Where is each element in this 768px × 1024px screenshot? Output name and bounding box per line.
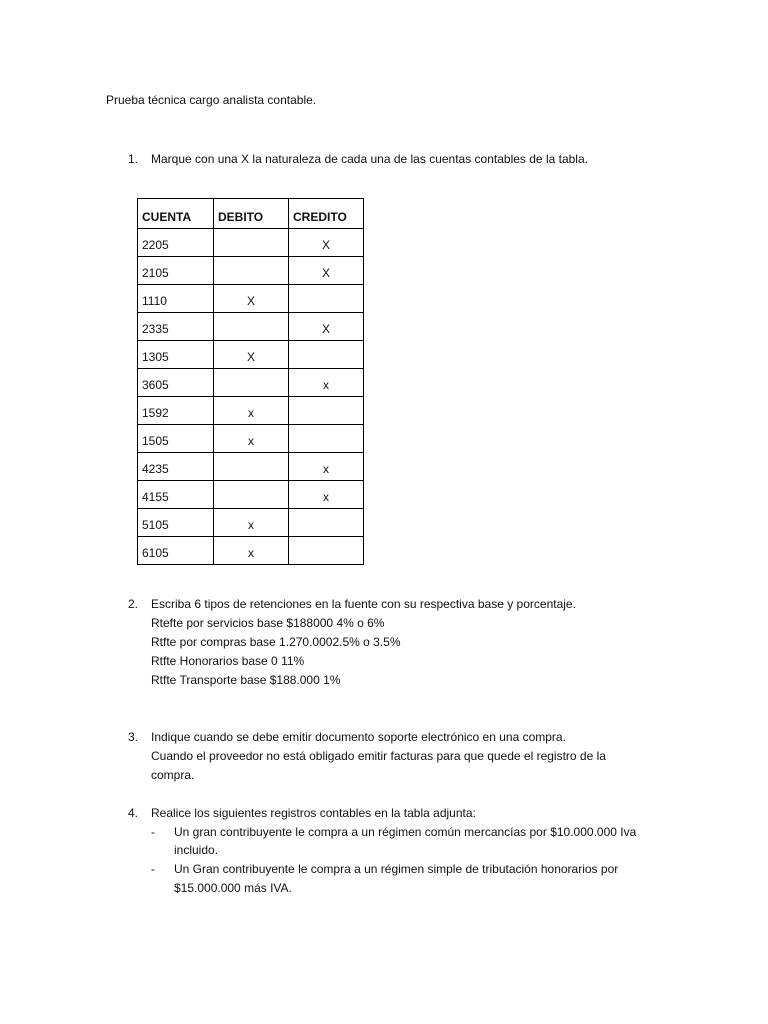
question-1-text: Marque con una X la naturaleza de cada una de las cuentas contables de la tabla. <box>151 152 588 166</box>
question-1-number: 1. <box>128 152 139 166</box>
debito-cell: x <box>214 425 289 453</box>
table-row <box>138 257 364 285</box>
debito-cell <box>214 257 289 285</box>
debito-cell <box>214 313 289 341</box>
credito-cell <box>289 285 364 313</box>
cuenta-cell: 2205 <box>138 229 214 257</box>
table-header-row <box>138 199 364 229</box>
debito-cell <box>214 481 289 509</box>
table-row <box>138 425 364 453</box>
cuenta-cell: 1305 <box>138 341 214 369</box>
credito-cell <box>289 341 364 369</box>
debito-cell: x <box>214 537 289 565</box>
debito-cell <box>214 369 289 397</box>
question-3-number: 3. <box>128 730 139 744</box>
question-2-text: Escriba 6 tipos de retenciones en la fuente con su respectiva base y porcentaje. <box>151 597 576 611</box>
answer-2-line: Rtfte Honorarios base 0 11% <box>151 654 305 668</box>
credito-cell: X <box>289 229 364 257</box>
table-row <box>138 341 364 369</box>
answer-2-line: Rtfte Transporte base $188.000 1% <box>151 673 341 687</box>
credito-cell <box>289 509 364 537</box>
credito-cell: X <box>289 257 364 285</box>
table-row <box>138 285 364 313</box>
bullet-dash: - <box>151 862 155 876</box>
cuenta-cell: 2105 <box>138 257 214 285</box>
debito-cell: X <box>214 341 289 369</box>
table-row <box>138 397 364 425</box>
answer-2-line: Rtefte por servicios base $188000 4% o 6% <box>151 616 385 630</box>
debito-cell <box>214 229 289 257</box>
bullet-line: Un Gran contribuyente le compra a un régimen simple de tributación honorarios por <box>174 862 619 876</box>
credito-cell <box>289 537 364 565</box>
table-row <box>138 229 364 257</box>
credito-cell: x <box>289 369 364 397</box>
credito-cell: x <box>289 453 364 481</box>
credito-cell <box>289 425 364 453</box>
debito-cell: x <box>214 509 289 537</box>
cuenta-cell: 1505 <box>138 425 214 453</box>
question-4-text: Realice los siguientes registros contables en la tabla adjunta: <box>151 806 476 820</box>
debito-cell: X <box>214 285 289 313</box>
cuenta-cell: 1110 <box>138 285 214 313</box>
question-4-number: 4. <box>128 806 139 820</box>
cuenta-cell: 4235 <box>138 453 214 481</box>
question-2-number: 2. <box>128 597 139 611</box>
table-row <box>138 481 364 509</box>
bullet-line: incluido. <box>174 843 219 857</box>
debito-cell <box>214 453 289 481</box>
table-row <box>138 369 364 397</box>
table-row <box>138 537 364 565</box>
bullet-dash: - <box>151 825 155 839</box>
credito-cell: X <box>289 313 364 341</box>
table-row <box>138 313 364 341</box>
cuenta-cell: 4155 <box>138 481 214 509</box>
account-nature-table <box>137 198 364 565</box>
cuenta-cell: 5105 <box>138 509 214 537</box>
answer-3-line: compra. <box>151 768 195 782</box>
cuenta-cell: 2335 <box>138 313 214 341</box>
cuenta-cell: 1592 <box>138 397 214 425</box>
answer-2-line: Rtfte por compras base 1.270.0002.5% o 3.5% <box>151 635 401 649</box>
bullet-line: Un gran contribuyente le compra a un régimen común mercancías por $10.000.000 Iva <box>174 825 637 839</box>
cuenta-cell: 6105 <box>138 537 214 565</box>
bullet-line: $15.000.000 más IVA. <box>174 881 292 895</box>
header-credito: CREDITO <box>289 199 364 229</box>
credito-cell: x <box>289 481 364 509</box>
table-row <box>138 509 364 537</box>
table-row <box>138 453 364 481</box>
header-cuenta: CUENTA <box>138 199 214 229</box>
credito-cell <box>289 397 364 425</box>
debito-cell: x <box>214 397 289 425</box>
question-3-text: Indique cuando se debe emitir documento soporte electrónico en una compra. <box>151 730 566 744</box>
header-debito: DEBITO <box>214 199 289 229</box>
document-title: Prueba técnica cargo analista contable. <box>106 93 317 107</box>
cuenta-cell: 3605 <box>138 369 214 397</box>
answer-3-line: Cuando el proveedor no está obligado emitir facturas para que quede el registro de la <box>151 749 606 763</box>
